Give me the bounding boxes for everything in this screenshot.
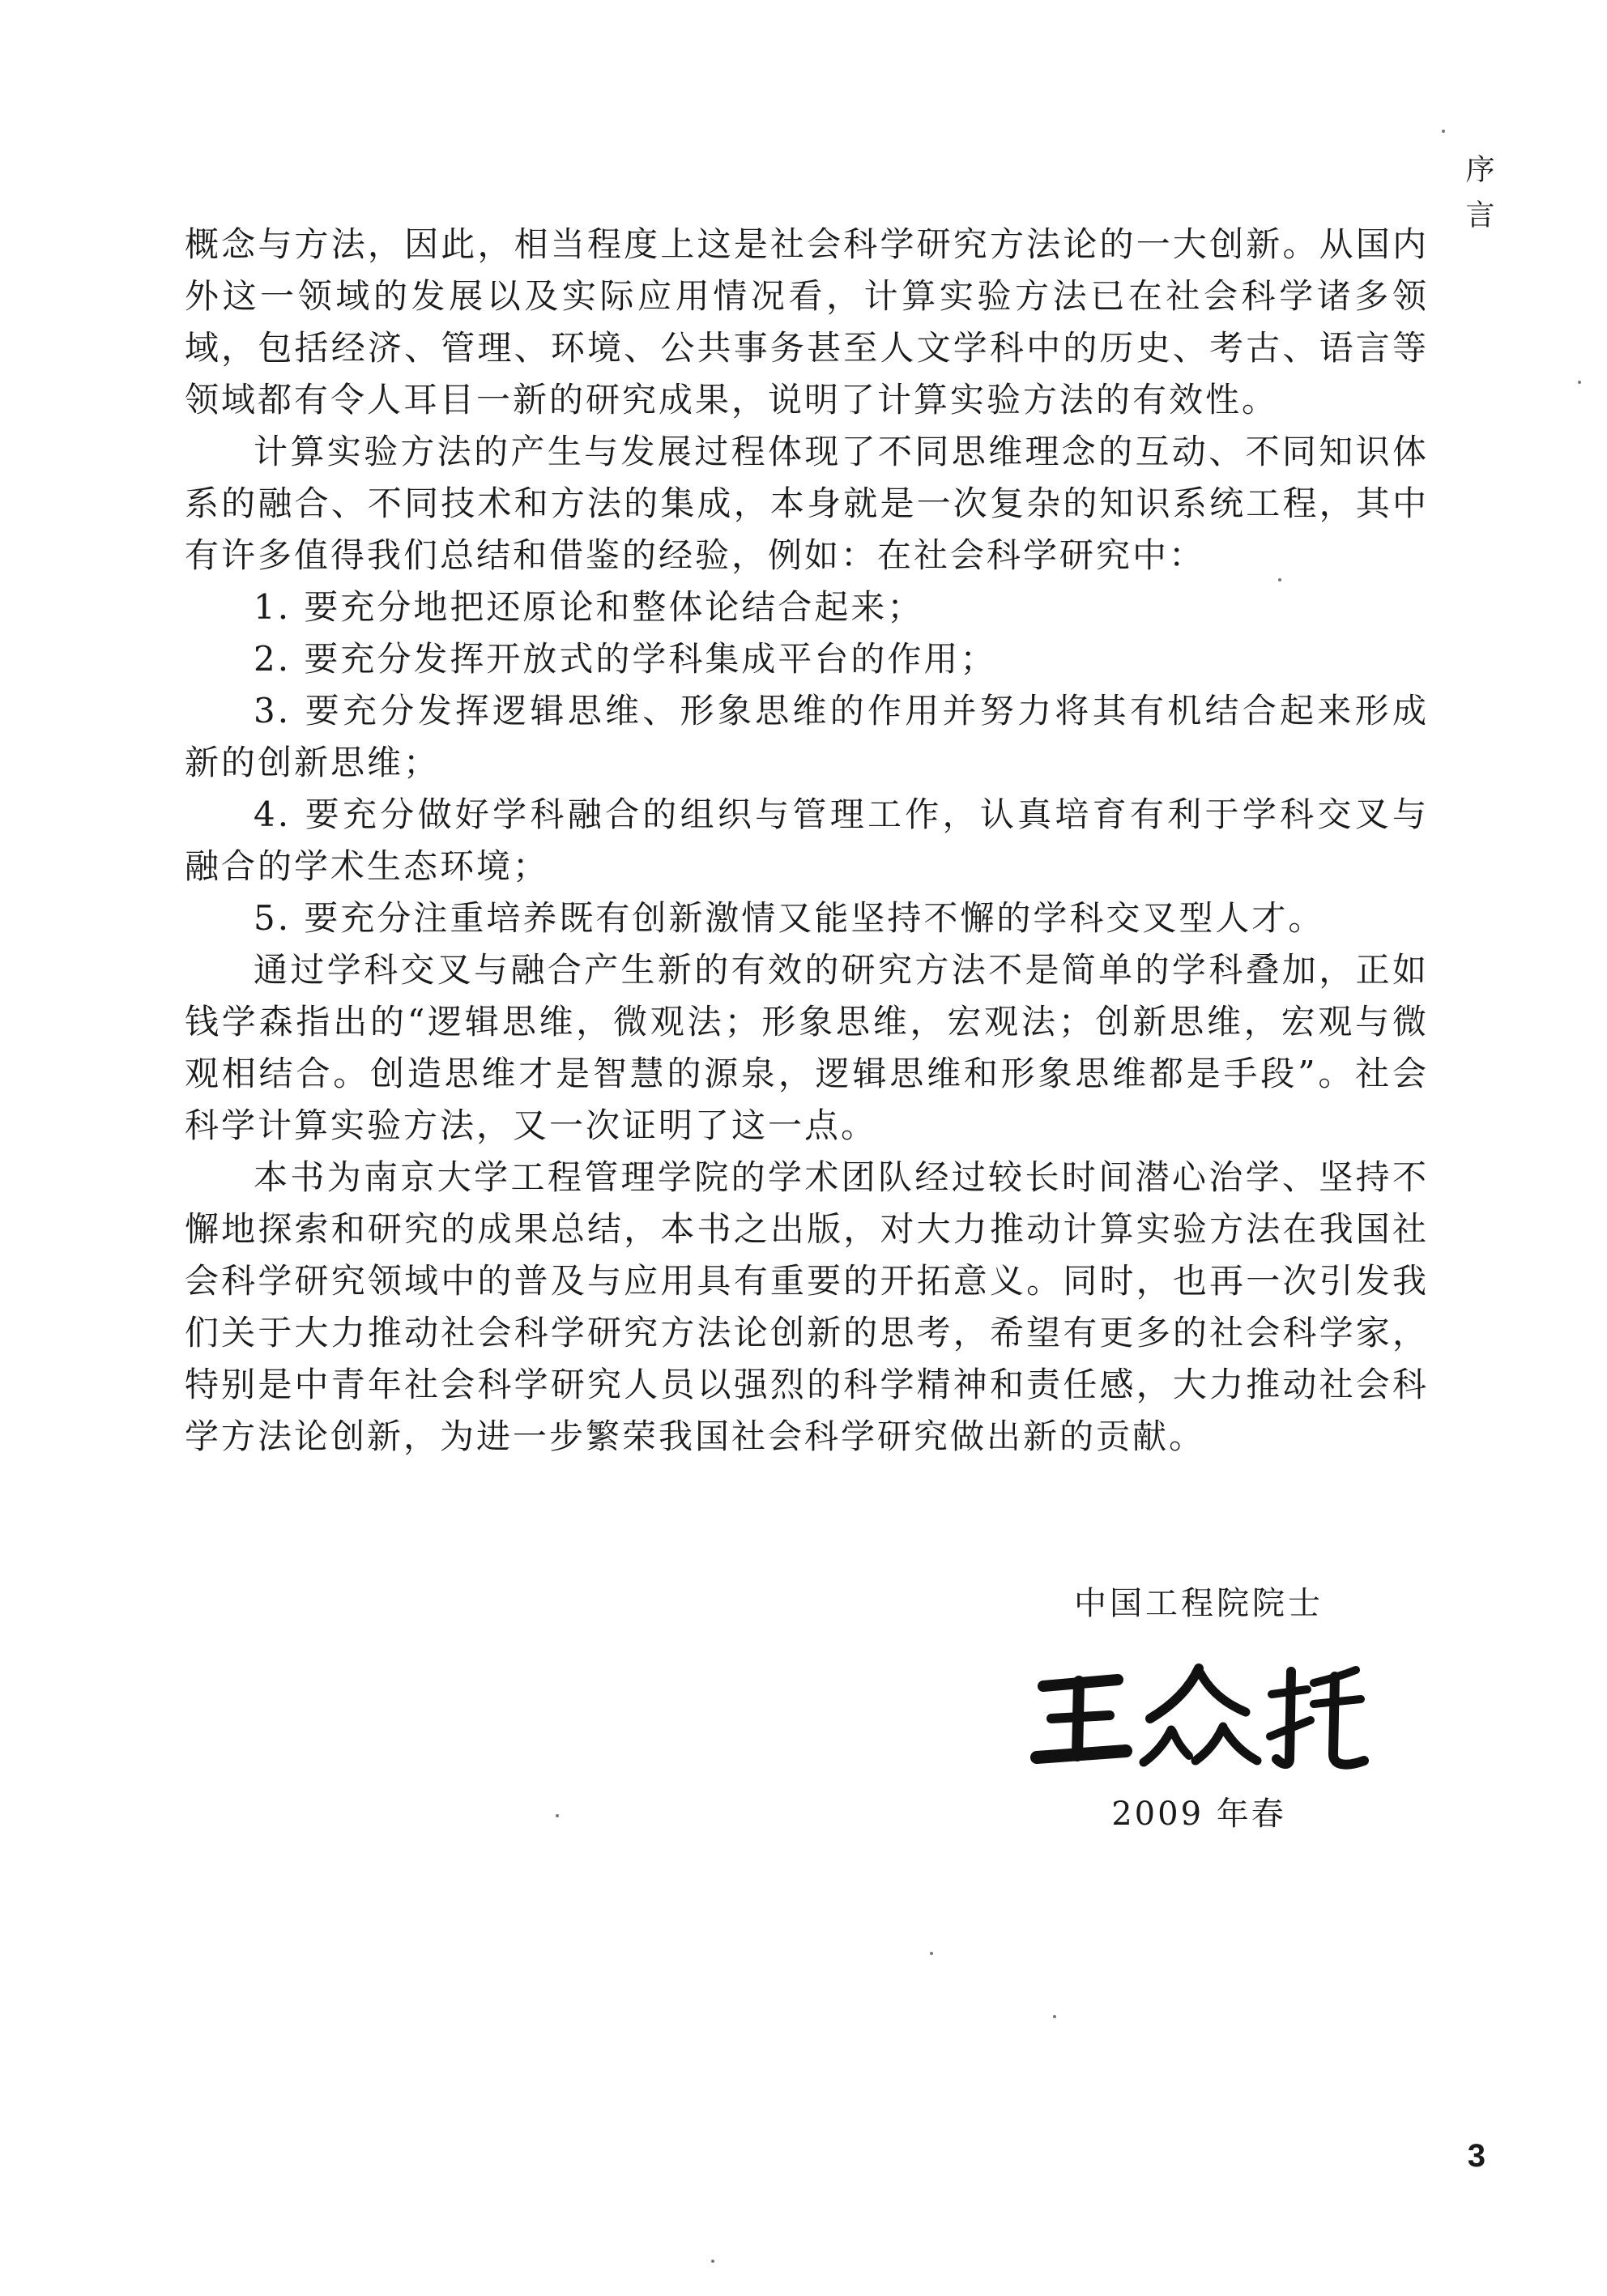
- handwritten-signature: [1029, 1652, 1369, 1782]
- list-item-1: 1. 要充分地把还原论和整体论结合起来；: [254, 587, 924, 627]
- paragraph-1: 概念与方法，因此，相当程度上这是社会科学研究方法论的一大创新。从国内外这一领域的发展以及实际应用情况看，计算实验方法已在社会科学诸多领域，包括经济、管理、环境、公共事务甚至人文学科中的历史、考古、语言等领域都有令人耳目一新的研究成果，说明了计算实验方法的有效性。: [185, 224, 1429, 420]
- scan-speck: [711, 2260, 714, 2263]
- signature-block: [1029, 1579, 1369, 1838]
- scan-speck: [1278, 578, 1281, 581]
- preface-body: [185, 219, 1429, 1463]
- list-item-5: 5. 要充分注重培养既有创新激情又能坚持不懈的学科交叉型人才。: [254, 898, 1325, 938]
- paragraph-4: 本书为南京大学工程管理学院的学术团队经过较长时间潜心治学、坚持不懈地探索和研究的成果总结，本书之出版，对大力推动计算实验方法在我国社会科学研究领域中的普及与应用具有重要的开拓意义。同时，也再一次引发我们关于大力推动社会科学研究方法论创新的思考，希望有更多的社会科学家，特别是中青年社会科学研究人员以强烈的科学精神和责任感，大力推动社会科学方法论创新，为进一步繁荣我国社会科学研究做出新的贡献。: [185, 1157, 1429, 1456]
- scan-speck: [930, 1952, 933, 1955]
- running-header-section-label: 序言: [1461, 154, 1494, 245]
- signature-date: 2009 年春: [1111, 1795, 1286, 1833]
- scan-speck: [1053, 2015, 1056, 2018]
- paragraph-2: 计算实验方法的产生与发展过程体现了不同思维理念的互动、不同知识体系的融合、不同技术和方法的集成，本身就是一次复杂的知识系统工程，其中有许多值得我们总结和借鉴的经验，例如：在社会科学研究中：: [185, 432, 1429, 575]
- list-item-3: 3. 要充分发挥逻辑思维、形象思维的作用并努力将其有机结合起来形成新的创新思维；: [185, 691, 1429, 782]
- scan-speck: [556, 1814, 559, 1817]
- list-item-2: 2. 要充分发挥开放式的学科集成平台的作用；: [254, 639, 997, 679]
- paragraph-3: 通过学科交叉与融合产生新的有效的研究方法不是简单的学科叠加，正如钱学森指出的“逻辑思维，微观法；形象思维，宏观法；创新思维，宏观与微观相结合。创造思维才是智慧的源泉，逻辑思维和形象思维都是手段”。社会科学计算实验方法，又一次证明了这一点。: [185, 950, 1429, 1145]
- scan-speck: [1442, 130, 1445, 133]
- scan-speck: [1578, 381, 1581, 384]
- list-item-4: 4. 要充分做好学科融合的组织与管理工作，认真培育有利于学科交叉与融合的学术生态环境；: [185, 794, 1429, 886]
- signer-title: 中国工程院院士: [1074, 1585, 1324, 1622]
- page-number: 3: [1467, 2138, 1486, 2174]
